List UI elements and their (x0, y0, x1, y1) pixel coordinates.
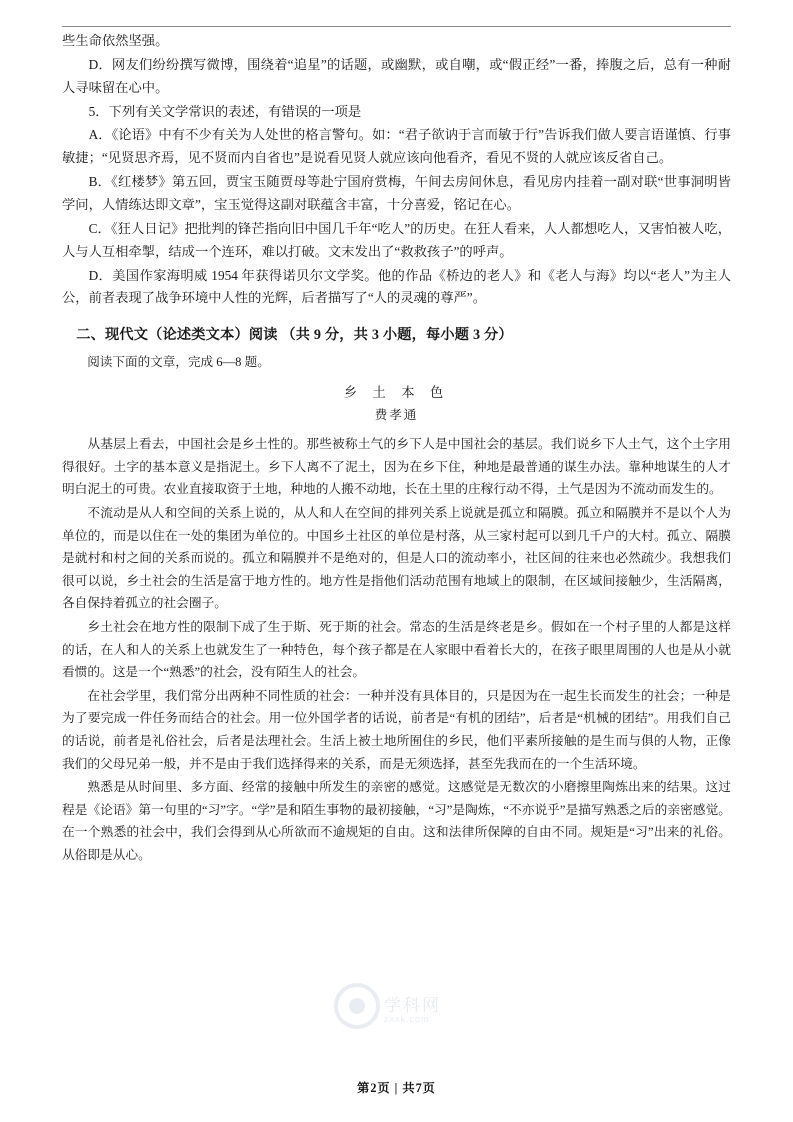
question5-option-d: D．美国作家海明威 1954 年获得诺贝尔文学奖。他的作品《桥边的老人》和《老人与海》均以“老人”为主人公，前者表现了战争环境中人性的光辉，后者描写了“人的灵魂的尊严”。 (62, 267, 731, 306)
question5-stem: 5．下列有关文学常识的表述，有错误的一项是 (88, 103, 362, 119)
essay-paragraph: 熟悉是从时间里、多方面、经常的接触中所发生的亲密的感觉。这感觉是无数次的小磨擦里陶炼出来的结果。这过程是《论语》第一句里的“习”字。“学”是和陌生事物的最初接触，“习”是陶炼，“不亦说乎”是描写熟悉之后的亲密感觉。在一个熟悉的社会中，我们会得到从心所欲而不逾规矩的自由。这和法律所保障的自由不同。规矩是“习”出来的礼俗。从俗即是从心。 (62, 780, 731, 863)
section-heading-2: 二、现代文（论述类文本）阅读 （共 9 分，共 3 小题，每小题 3 分） (76, 327, 513, 344)
watermark (330, 965, 530, 1065)
continued-text-line: 些生命依然坚强。 (62, 33, 169, 48)
section2-instruction: 阅读下面的文章，完成 6—8 题。 (87, 354, 270, 369)
watermark-brand: 学科网 (384, 996, 441, 1015)
essay-title: 乡 土 本 色 (343, 385, 450, 401)
essay-paragraph: 在社会学里，我们常分出两种不同性质的社会：一种并没有具体目的，只是因为在一起生长而发生的社会；一种是为了要完成一件任务而结合的社会。用一位外国学者的话说，前者是“有机的团结”，后者是“机械的团结”。用我们自己的话说，前者是礼俗社会，后者是法理社会。生活上被土地所囿住的乡民，他们平素所接触的是生而与俱的人物，正像我们的父母兄弟一般，并不是由于我们选择得来的关系，而是无须选择，甚至先我而在的一个生活环境。 (62, 688, 731, 771)
essay-paragraph: 从基层上看去，中国社会是乡土性的。那些被称土气的乡下人是中国社会的基层。我们说乡下人土气，这个土字用得很好。土字的基本意义是指泥土。乡下人离不了泥土，因为在乡下住，种地是最普通的谋生办法。靠种地谋生的人才明白泥土的可贵。农业直接取资于土地，种地的人搬不动地，长在土里的庄稼行动不得，土气是因为不流动而发生的。 (62, 437, 731, 497)
watermark-logo-icon (334, 983, 380, 1029)
question4-option-d: D．网友们纷纷撰写微博，围绕着“追星”的话题，或幽默，或自嘲，或“假正经”一番，捧腹之后，总有一种耐人寻味留在心中。 (62, 56, 731, 95)
page-footer: 第2页 | 共7页 (357, 1081, 436, 1095)
essay-paragraph: 不流动是从人和空间的关系上说的，从人和人在空间的排列关系上说就是孤立和隔膜。孤立和隔膜并不是以个人为单位的，而是以住在一处的集团为单位的。中国乡土社区的单位是村落，从三家村起可以到几千户的大村。孤立、隔膜是就村和村之间的关系而说的。孤立和隔膜并不是绝对的，但是人口的流动率小，社区间的往来也必然疏少。我想我们很可以说，乡土社会的生活是富于地方性的。地方性是指他们活动范围有地域上的限制，在区域间接触少，生活隔离，各自保持着孤立的社会圈子。 (62, 505, 731, 611)
essay-author: 费孝通 (374, 408, 419, 423)
question5-option-b: B．《红楼梦》第五回，贾宝玉随贾母等赴宁国府赏梅，午间去房间休息，看见房内挂着一副对联“世事洞明皆学问，人情练达即文章”，宝玉觉得这副对联蕴含丰富，十分喜爱，铭记在心。 (62, 174, 731, 213)
page-top-rule (62, 26, 731, 27)
page-content (62, 30, 731, 867)
question5-option-c: C．《狂人日记》把批判的锋芒指向旧中国几千年“吃人”的历史。在狂人看来，人人都想吃人，又害怕被人吃，人与人互相牵掣，结成一个连环，难以打破。文末发出了“救救孩子”的呼声。 (62, 220, 731, 259)
essay-paragraph: 乡土社会在地方性的限制下成了生于斯、死于斯的社会。常态的生活是终老是乡。假如在一个村子里的人都是这样的话，在人和人的关系上也就发生了一种特色，每个孩子都是在人家眼中看着长大的，在孩子眼里周围的人也是从小就看惯的。这是一个“熟悉”的社会，没有陌生人的社会。 (62, 619, 731, 680)
watermark-sub: zxxk.com (384, 1014, 430, 1024)
question5-option-a: A．《论语》中有不少有关为人处世的格言警句。如：“君子欲讷于言而敏于行”告诉我们做人要言语谨慎、行事敏捷；“见贤思齐焉，见不贤而内自省也”是说看见贤人就应该向他看齐，看见不贤的人就应该反省自己。 (62, 127, 731, 166)
